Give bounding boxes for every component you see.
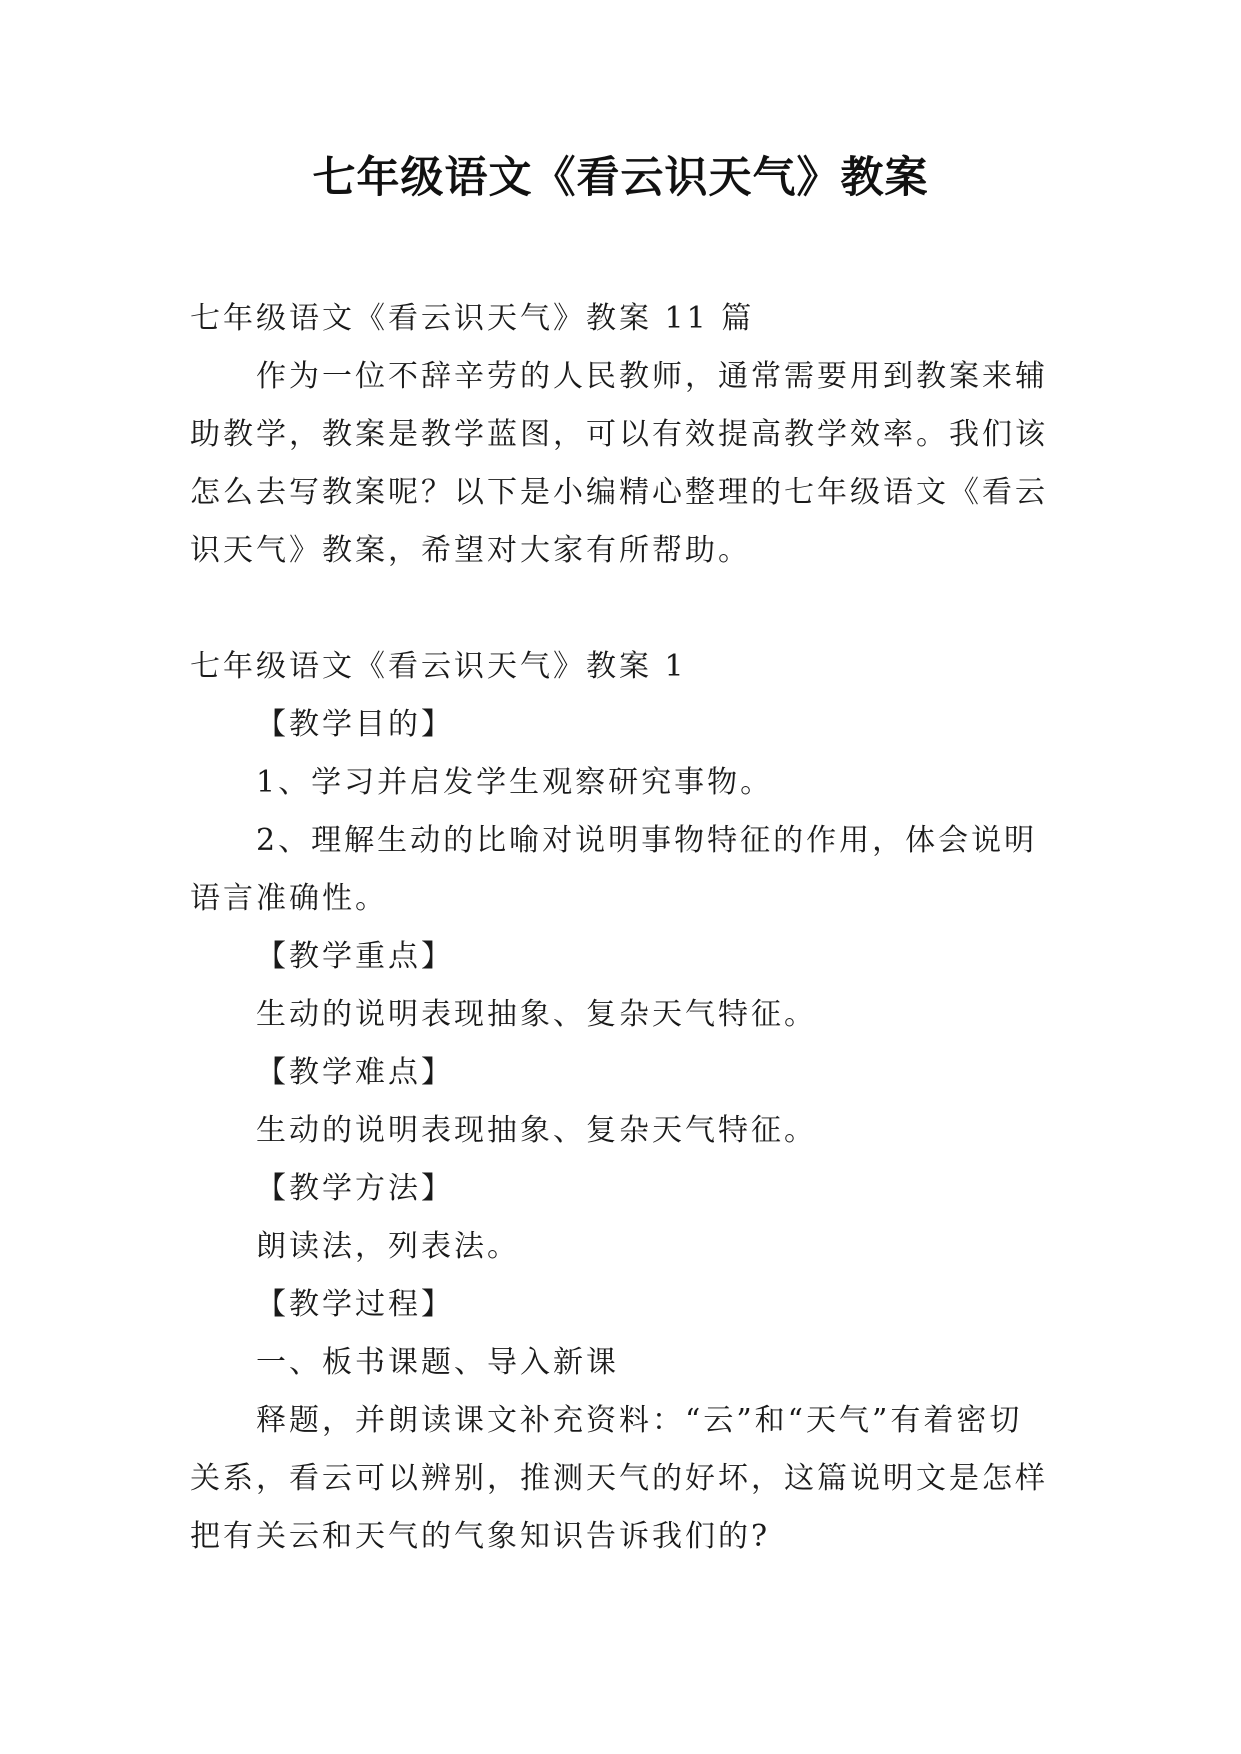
objective-1: 1、学习并启发学生观察研究事物。 <box>256 765 774 800</box>
difficulties-text: 生动的说明表现抽象、复杂天气特征。 <box>256 1113 817 1148</box>
objective-2: 2、理解生动的比喻对说明事物特征的作用，体会说明语言准确性。 <box>190 823 1038 916</box>
process-heading: 【教学过程】 <box>256 1287 454 1322</box>
step-1-heading: 一、板书课题、导入新课 <box>256 1345 619 1380</box>
intro-paragraph: 作为一位不辞辛劳的人民教师，通常需要用到教案来辅助教学，教案是教学蓝图，可以有效提高教学效率。我们该怎么去写教案呢？以下是小编精心整理的七年级语文《看云识天气》教案，希望对大家有所帮助。 <box>190 359 1048 568</box>
methods-text: 朗读法，列表法。 <box>256 1229 520 1264</box>
difficulties-heading: 【教学难点】 <box>256 1055 454 1090</box>
document-title: 七年级语文《看云识天气》教案 <box>312 153 929 203</box>
key-points-heading: 【教学重点】 <box>256 939 454 974</box>
step-1-text: 释题，并朗读课文补充资料：“云”和“天气”有着密切关系，看云可以辨别，推测天气的好坏，这篇说明文是怎样把有关云和天气的气象知识告诉我们的? <box>190 1403 1048 1554</box>
objectives-heading: 【教学目的】 <box>256 707 454 742</box>
document-body <box>190 290 1052 1566</box>
methods-heading: 【教学方法】 <box>256 1171 454 1206</box>
section-heading: 七年级语文《看云识天气》教案 1 <box>190 649 687 684</box>
subtitle-line: 七年级语文《看云识天气》教案 11 篇 <box>190 301 755 336</box>
key-points-text: 生动的说明表现抽象、复杂天气特征。 <box>256 997 817 1032</box>
